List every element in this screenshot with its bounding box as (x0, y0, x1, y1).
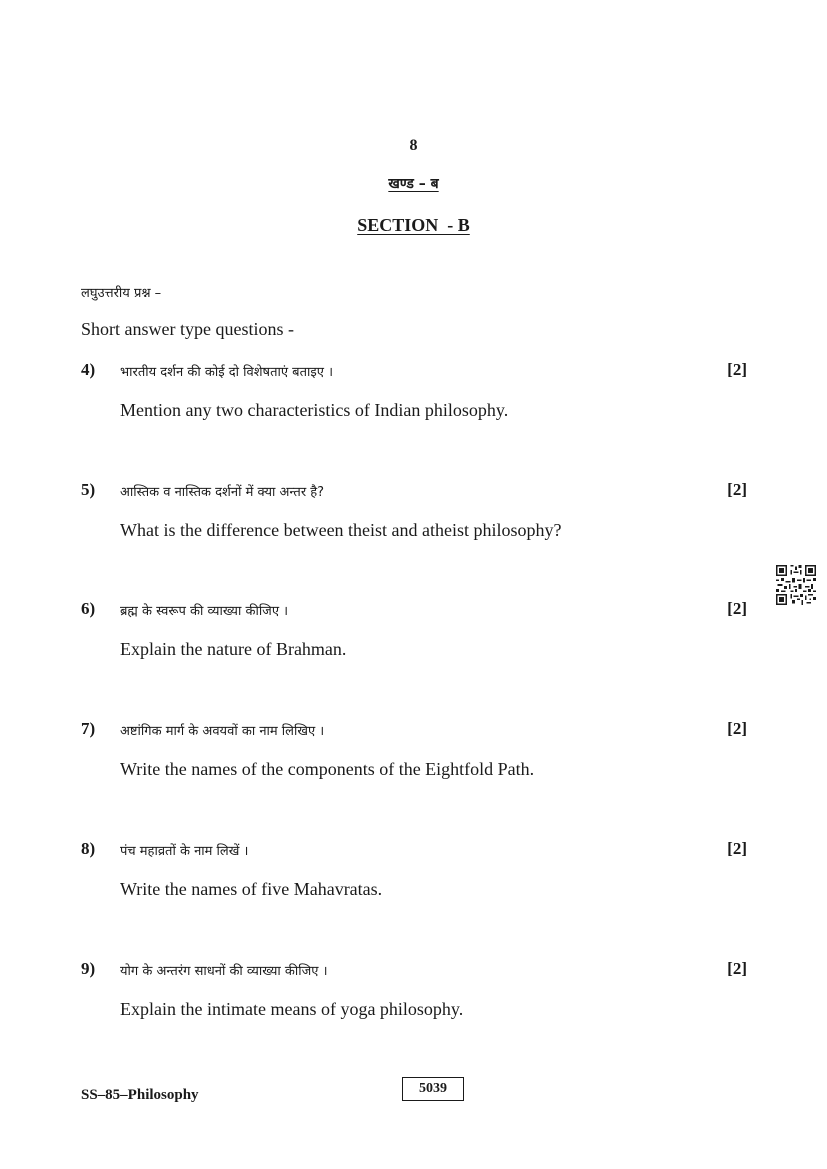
question-marks: [2] (727, 480, 747, 499)
question-text-english: What is the difference between theist and atheist philosophy? (120, 520, 562, 540)
booklet-code-box: 5039 (402, 1077, 464, 1101)
question-text-english: Explain the intimate means of yoga philosophy. (120, 999, 464, 1019)
section-heading-hindi-text: खण्ड – ब (388, 176, 439, 192)
question-text-english: Mention any two characteristics of Indian philosophy. (120, 400, 509, 420)
question-text-hindi: योग के अन्तरंग साधनों की व्याख्या कीजिए । (120, 964, 328, 979)
question-number: 6) (81, 599, 96, 618)
question-text-hindi: ब्रह्म के स्वरूप की व्याख्या कीजिए । (120, 604, 289, 619)
qr-code-icon (776, 565, 816, 605)
section-heading-hindi (0, 174, 827, 193)
question-number: 9) (81, 959, 96, 978)
paper-code: SS–85–Philosophy (81, 1087, 199, 1103)
section-heading-english (0, 215, 827, 236)
question-marks: [2] (727, 719, 747, 738)
question-text-hindi: पंच महाव्रतों के नाम लिखें । (120, 844, 249, 859)
question-text-hindi: अष्टांगिक मार्ग के अवयवों का नाम लिखिए । (120, 724, 325, 739)
question-marks: [2] (727, 959, 747, 978)
question-marks: [2] (727, 839, 747, 858)
instructions-english: Short answer type questions - (81, 319, 294, 339)
question-text-hindi: भारतीय दर्शन की कोई दो विशेषताएं बताइए । (120, 365, 333, 380)
question-text-english: Write the names of the components of the Eightfold Path. (120, 759, 535, 779)
question-number: 4) (81, 360, 96, 379)
page-number: 8 (409, 137, 418, 154)
question-text-english: Explain the nature of Brahman. (120, 639, 347, 659)
question-text-english: Write the names of five Mahavratas. (120, 879, 383, 899)
question-marks: [2] (727, 360, 747, 379)
instructions-hindi: लघुउत्तरीय प्रश्न – (81, 286, 162, 301)
section-heading-english-text: SECTION - B (357, 215, 470, 235)
question-text-hindi: आस्तिक व नास्तिक दर्शनों में क्या अन्तर है? (120, 485, 325, 500)
question-marks: [2] (727, 599, 747, 618)
question-number: 8) (81, 839, 96, 858)
question-number: 5) (81, 480, 96, 499)
question-number: 7) (81, 719, 96, 738)
